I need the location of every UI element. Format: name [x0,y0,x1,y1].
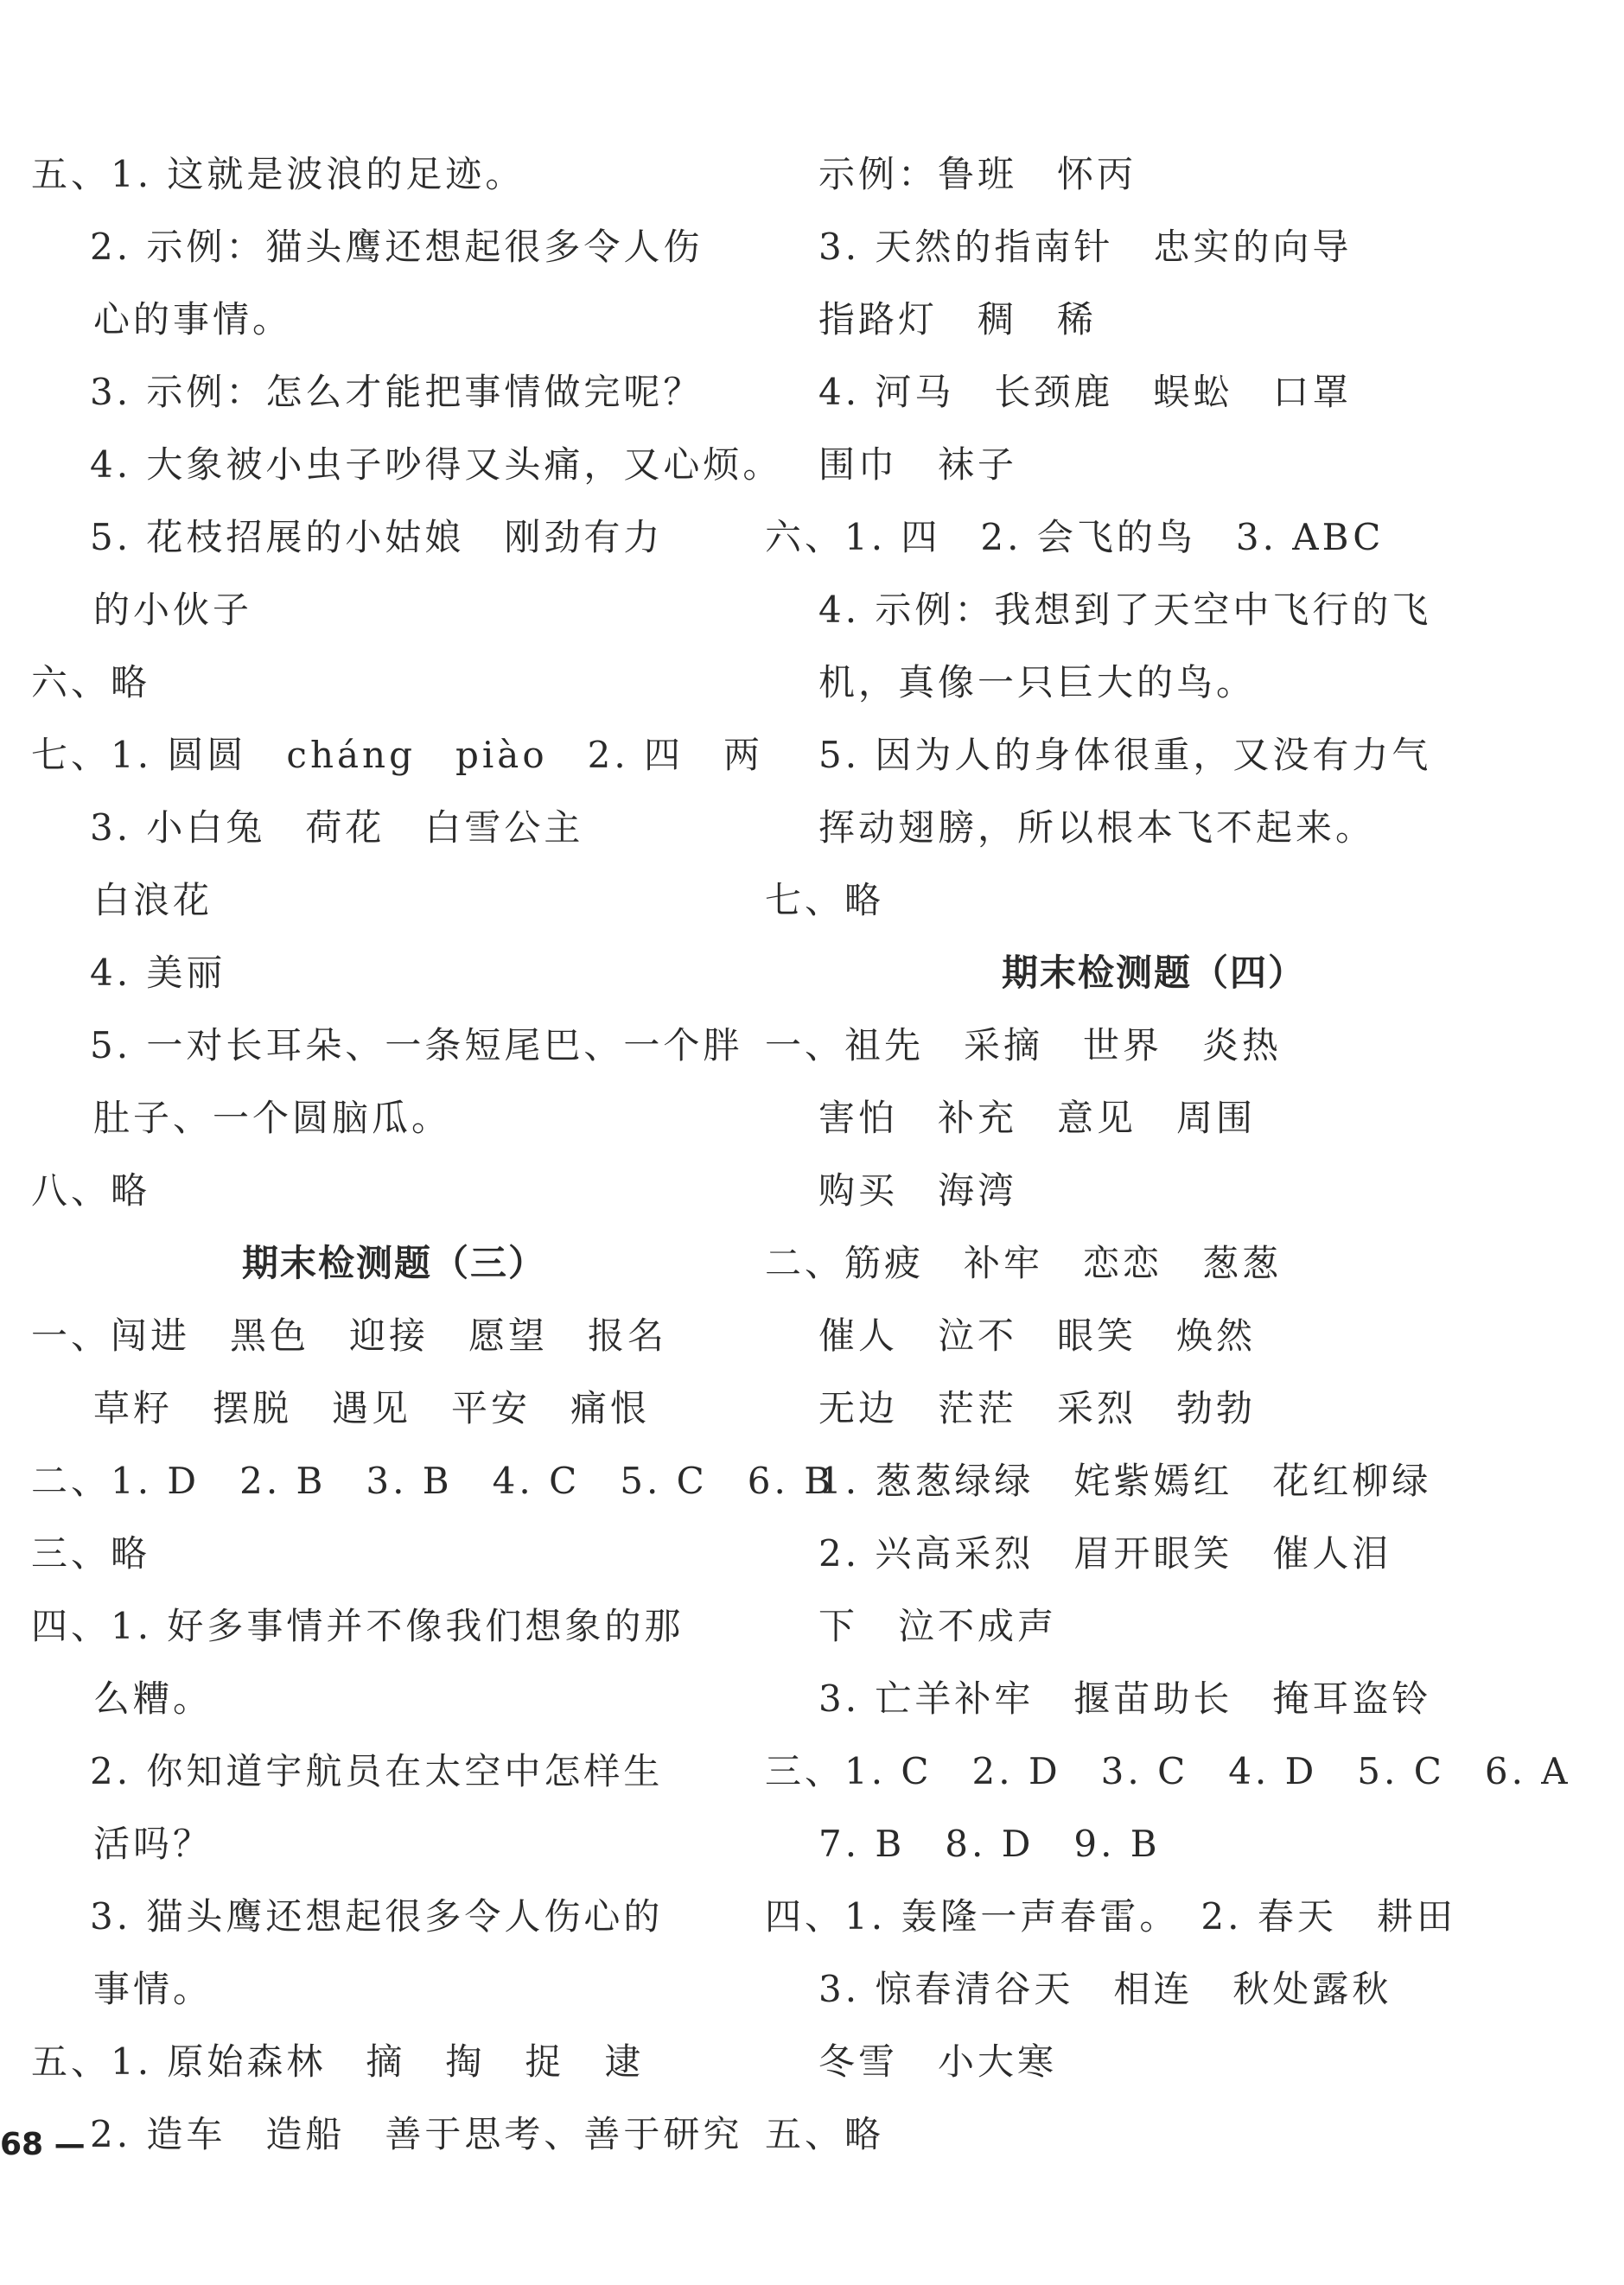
answer-line: 五、1. 原始森林 摘 掏 捉 逮 [31,2040,645,2083]
answer-line: 七、略 [765,879,885,921]
answer-line: 四、1. 好多事情并不像我们想象的那 [31,1605,685,1647]
answer-line: 草籽 摆脱 遇见 平安 痛恨 [93,1387,651,1429]
answer-line: 围巾 袜子 [818,443,1018,486]
answer-line: 一、闯进 黑色 迎接 愿望 报名 [31,1314,668,1357]
answer-line: 三、1. C 2. D 3. C 4. D 5. C 6. A [765,1750,1571,1792]
answer-line: 3. 猫头鹰还想起很多令人伤心的 [90,1895,664,1938]
answer-line: 四、1. 轰隆一声春雷。 2. 春天 耕田 [765,1895,1456,1938]
answer-line: 购买 海湾 [818,1169,1018,1212]
answer-line: 2. 兴高采烈 眉开眼笑 催人泪 [818,1532,1392,1575]
answer-line: 心的事情。 [93,298,293,341]
answer-line: 六、1. 四 2. 会飞的鸟 3. ABC [765,516,1385,558]
answer-line: 么糟。 [93,1677,213,1720]
answer-line: 机，真像一只巨大的鸟。 [818,661,1257,703]
answer-line: 二、1. D 2. B 3. B 4. C 5. C 6. B [31,1460,835,1502]
page-number: 68 — [0,2127,86,2162]
answer-line: 2. 你知道宇航员在太空中怎样生 [90,1750,664,1792]
answer-line: 五、略 [765,2113,885,2155]
answer-line: 冬雪 小大寒 [818,2040,1058,2083]
answer-line: 3. 天然的指南针 忠实的向导 [818,226,1353,268]
answer-line: 害怕 补充 意见 周围 [818,1097,1257,1139]
answer-line: 催人 泣不 眼笑 焕然 [818,1314,1257,1357]
answer-line: 4. 大象被小虫子吵得又头痛，又心烦。 [90,443,783,486]
answer-line: 指路灯 稠 稀 [818,298,1098,341]
answer-line: 4. 示例：我想到了天空中飞行的飞 [818,589,1432,631]
answer-line: 六、略 [31,661,151,703]
section-heading: 期末检测题（四） [1001,952,1306,994]
answer-line: 3. 示例：怎么才能把事情做完呢？ [90,371,704,413]
answer-line: 三、略 [31,1532,151,1575]
answer-line: 一、祖先 采摘 世界 炎热 [765,1024,1283,1066]
answer-line: 八、略 [31,1169,151,1212]
answer-line: 2. 示例：猫头鹰还想起很多令人伤 [90,226,704,268]
answer-line: 五、1. 这就是波浪的足迹。 [31,153,525,195]
answer-line: 1. 葱葱绿绿 姹紫嫣红 花红柳绿 [818,1460,1432,1502]
answer-line: 肚子、一个圆脑瓜。 [93,1097,452,1139]
answer-line: 4. 河马 长颈鹿 蜈蚣 口罩 [818,371,1353,413]
answer-line: 白浪花 [93,879,213,921]
answer-line: 5. 因为人的身体很重，又没有力气 [818,734,1432,776]
answer-line: 七、1. 圆圆 cháng piào 2. 四 两 [31,734,764,776]
answer-line: 3. 亡羊补牢 揠苗助长 掩耳盗铃 [818,1677,1432,1720]
right-column [765,138,1571,2171]
answer-line: 挥动翅膀，所以根本飞不起来。 [818,806,1376,849]
answer-line: 事情。 [93,1968,213,2010]
answer-line: 2. 造车 造船 善于思考、善于研究 [90,2113,743,2155]
answer-line: 7. B 8. D 9. B [818,1823,1161,1865]
section-heading: 期末检测题（三） [241,1242,546,1284]
answer-line: 的小伙子 [93,589,253,631]
answer-line: 二、筋疲 补牢 恋恋 葱葱 [765,1242,1283,1284]
answer-line: 下 泣不成声 [818,1605,1058,1647]
answer-line: 无边 茫茫 采烈 勃勃 [818,1387,1257,1429]
answer-line: 3. 小白兔 荷花 白雪公主 [90,806,584,849]
answer-line: 活吗？ [93,1823,213,1865]
answer-line: 4. 美丽 [90,952,226,994]
answer-line: 5. 花枝招展的小姑娘 刚劲有力 [90,516,664,558]
answer-line: 5. 一对长耳朵、一条短尾巴、一个胖 [90,1024,743,1066]
answer-line: 3. 惊春清谷天 相连 秋处露秋 [818,1968,1392,2010]
answer-line: 示例：鲁班 怀丙 [818,153,1137,195]
